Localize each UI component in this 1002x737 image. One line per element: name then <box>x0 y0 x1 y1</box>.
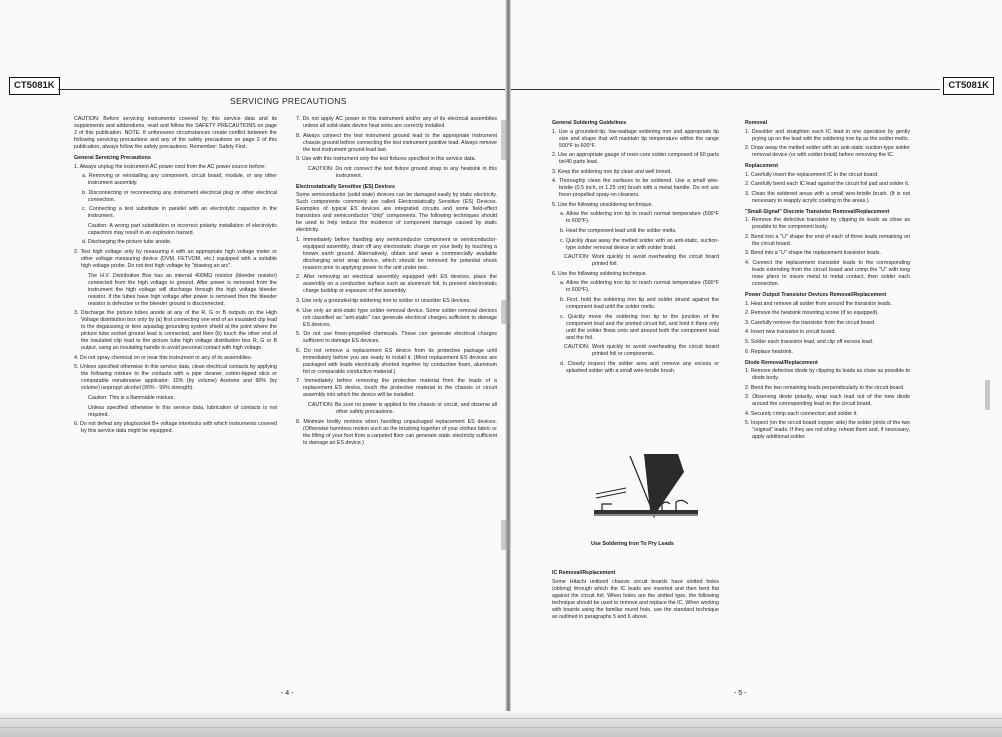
text-paragraph: 2. Bend the two remaining leads perpendicularly to the circuit board. <box>745 384 905 391</box>
circuit-board-icon <box>594 510 698 514</box>
gutter-speck <box>501 300 509 324</box>
page-number-right: - 5 - <box>734 690 747 697</box>
column-servicing-general <box>74 116 277 438</box>
text-paragraph: a. Allow the soldering iron tip to reach normal temperature (500°F to 600°F). <box>560 280 719 294</box>
column-es-devices <box>296 116 497 449</box>
text-paragraph: 1. Remove defective diode by clipping its leads as close as possible to diode body. <box>745 368 910 382</box>
book-gutter <box>505 0 511 737</box>
text-paragraph: d. Discharging the picture tube anode. <box>82 239 172 246</box>
text-paragraph: 4. Insert new transistor in circuit board. <box>745 329 836 336</box>
soldering-iron-figure <box>592 452 700 530</box>
text-paragraph: 2. Use an appropriate gauge of resin-core solder composed of 60 parts tin/40 parts lead. <box>552 152 719 166</box>
circuit-foil-icon <box>594 514 698 516</box>
text-paragraph: The H.V. Distribution Box has an internal 400MΩ resistor (bleeder resistor) connected from the high voltage to ground. After power is removed from the instrument the high voltage will discharge through the high voltage bleeder resistor. If the tubes have high voltage after power is removed then the bleeder resistor is defective or the bleeder ground is disconnected. <box>88 272 277 307</box>
text-paragraph: 1. Heat and remove all solder from around the transistor leads. <box>745 300 892 307</box>
text-paragraph: b. Disconnecting or reconnecting any instrument electrical plug or other electrical connection. <box>82 189 277 203</box>
text-paragraph: 8. Minimize bodily motions when handling unpackaged replacement ES devices. (Otherwise harmless motion such as the brushing together of your clothes fabric or the lifting of your foot from a carpeted floor can generate static electricity sufficient to damage an ES device.) <box>296 418 497 446</box>
text-paragraph: CAUTION: Before servicing instruments covered by this service data and its supplements and addendums, read and follow the SAFETY PRECAUTIONS on page 2 of this publication. NOTE: If unforeseen circumstances create conflict between the following servicing precautions and any of the safety precautions on page 2 of this publication, always follow the safety precautions. Remember: Safety First. <box>74 116 277 150</box>
scan-margin-mark <box>985 380 990 410</box>
text-paragraph: 2. Draw away the melted solder with an anti-static suction-type solder removal device (or with solder braid) before removing the IC. <box>745 145 910 159</box>
column-soldering-guidelines <box>552 116 719 377</box>
text-paragraph: a. Removing or reinstalling any component, circuit board, module, or any other instrument assembly. <box>82 173 277 187</box>
text-paragraph: 3. Observing diode polarity, wrap each lead out of the new diode around the corresponding lead on the circuit board. <box>745 394 910 408</box>
text-paragraph: Caution: This is a flammable mixture. <box>88 395 176 402</box>
text-paragraph: 8. Always connect the test instrument ground lead to the appropriate instrument chassis ground before connecting the test instrument positive lead. Always remove the test instrument ground lead last. <box>296 132 497 153</box>
header-rule-right <box>511 89 940 90</box>
gutter-speck <box>501 120 509 160</box>
text-paragraph: 1. Immediately before handling any semiconductor component or semiconductor-equipped assembly, drain off any electrostatic charge on your body by touching a known earth ground. Alternatively, obtain and wear a commercially available discharging wrist strap device, which should be removed for potential shock reasons prior to applying power to the unit under test. <box>296 236 497 271</box>
text-paragraph: 7. Do not apply AC power to this instrument and/or any of its electrical assemblies unless all solid-state device heat sinks are correctly installed. <box>296 116 497 129</box>
section-heading: General Soldering Guidelines <box>552 120 627 126</box>
figure-caption: Use Soldering Iron To Pry Leads <box>591 541 674 547</box>
text-paragraph: 1. Remove the defective transistor by clipping its leads as close as possible to the component body. <box>745 217 910 231</box>
text-paragraph: CAUTION: Do not connect the test fixture ground strap to any heatsink in this instrument. <box>308 165 497 179</box>
text-paragraph: 2. Carefully bend each IC lead against the circuit foil pad and solder it. <box>745 181 910 188</box>
text-paragraph: 3. Carefully remove the transistor from the circuit board. <box>745 319 876 326</box>
section-heading: General Servicing Precautions <box>74 155 151 161</box>
section-heading: "Small-Signal" Discrete Transistor Removal/Replacement <box>745 208 890 215</box>
text-paragraph: 2. After removing an electrical assembly equipped with ES devices, place the assembly on a conductive surface such as aluminum foil, to prevent electrostatic charge buildup or exposure of the assembly. <box>296 274 497 295</box>
scan-edge-band <box>0 711 1002 737</box>
text-paragraph: 6. Replace heatsink. <box>745 348 793 355</box>
text-paragraph: 6. Use the following soldering technique. <box>552 270 648 277</box>
column-removal-replacement <box>745 116 910 444</box>
text-paragraph: d. Closely inspect the solder area and remove any excess or splashed solder with a small wire-bristle brush. <box>560 360 719 374</box>
text-paragraph: b. Heat the component lead until the solder melts. <box>560 228 677 235</box>
text-paragraph: 4. Do not spray chemical on or near this instrument or any of its assemblies. <box>74 354 253 361</box>
text-paragraph: 2. Bend into a "U" shape the end of each of three leads remaining on the circuit board. <box>745 233 910 247</box>
text-paragraph: 3. Discharge the picture tubes anode at any of the R, G or B outputs on the High Voltage distribution box only by (a) first connecting one end of an insulated clip lead to the degaussing or kine aquadag grounding system shield at the point where the picture tube socket ground lead is connected, and then (b) touch the other end of the insulated clip lead to the picture tube high voltage distribution box R, G or B output, using an insulating handle to avoid personal contact with high voltage. <box>74 310 277 352</box>
page-number-left: - 4 - <box>281 690 294 697</box>
text-paragraph: 6. Do not defeat any plug/socket B+ voltage interlocks with which instruments covered by this service data might be equipped. <box>74 421 277 435</box>
text-paragraph: 1. Use a grounded-tip, low-wattage soldering iron and appropriate tip size and shape that will maintain tip temperature within the range 500°F to 600°F. <box>552 128 719 149</box>
text-paragraph: 4. Securely crimp each connection and solder it. <box>745 410 858 417</box>
text-paragraph: 1. Desolder and straighten each IC lead in one operation by gently prying up on the lead with the soldering iron tip as the solder melts. <box>745 128 910 142</box>
text-paragraph: CAUTION: Be sure no power is applied to the chassis or circuit, and observe all other safety precautions. <box>308 402 497 416</box>
text-paragraph: 2. Test high voltage only by measuring it with an appropriate high voltage meter or other voltage measuring device (DVM, FETVOM, etc.) equipped with a suitable high voltage probe. Do not test high voltage by "drawing an arc". <box>74 249 277 270</box>
text-paragraph: 9. Use with this instrument only the test fixtures specified in this service data. <box>296 156 476 163</box>
text-paragraph: Caution: A wrong part substitution or incorrect polarity installation of electrolytic capacitors may result in an explosion hazard. <box>88 222 277 236</box>
text-paragraph: Unless specified otherwise in this service data, lubrication of contacts is not required. <box>88 404 277 418</box>
section-heading: Power Output Transistor Devices Removal/Replacement <box>745 292 887 299</box>
text-paragraph: 5. Use the following unsoldering technique. <box>552 201 654 208</box>
section-heading: Electrostatically Sensitive (ES) Devices <box>296 183 395 190</box>
text-paragraph: c. Connecting a test substitute in parallel with an electrolytic capacitor in the instrument. <box>82 206 277 220</box>
section-heading: Removal <box>745 120 768 126</box>
text-paragraph: 3. Use only a grounded-tip soldering iron to solder or unsolder ES devices. <box>296 298 471 305</box>
section-heading: Replacement <box>745 163 778 170</box>
text-paragraph: Some Hitachi unitized chassis circuit boards have slotted holes (oblong) through which the IC leads are inserted and then bent flat against the circuit foil. When holes are the slotted type, the following technique should be used to remove and replace the IC. When working with boards using the familiar round hole, use the standard technique as outlined in paragraphs 5 and 6 above. <box>552 578 719 620</box>
text-paragraph: 6. Do not remove a replacement ES device from its protective package until immediately before you are ready to install it. (Most replacement ES devices are packaged with leads electrically shorted together by conductive foam, aluminum foil or comparable conductive material.) <box>296 347 497 375</box>
text-paragraph: 4. Thoroughly clean the surfaces to be soldered. Use a small wire-bristle (0.5 inch, or 1.25 cm) brush with a metal handle. Do not use freon-propelled spray-on cleaners. <box>552 178 719 199</box>
text-paragraph: Some semiconductor (solid state) devices can be damaged easily by static electricity. Such components commonly are called Electrostatically Sensitive (ES) Devices. Examples of typical ES devices are integrated circuits and some field-effect transistors and semiconductor "chip" components. The following techniques should be used to help reduce the incidence of component damage caused by static electricity. <box>296 192 497 234</box>
text-paragraph: 5. Inspect (on the circuit board copper side) the solder joints of the two "original" leads. If they are not shiny, reheat them and, if necessary, apply additional solder. <box>745 420 910 441</box>
text-paragraph: 5. Unless specified otherwise in this service data, clean electrical contacts by applying the following mixture to the contacts with a pipe cleaner, cotton-tipped stick or comparable nonabrasive applicator: 10% (by volume) Acetone and 90% (by volume) isopropyl alcohol (90% - 99% strength). <box>74 364 277 392</box>
text-paragraph: CAUTION: Work quickly to avoid overheating the circuit board printed foil. <box>564 254 719 268</box>
text-paragraph: 4. Connect the replacement transistor leads to the corresponding leads extending from the circuit board and crimp the "U" with long nose pliers to insure metal to metal contact, then solder each connection. <box>745 260 910 288</box>
text-paragraph: c. Quickly move the soldering iron tip to the junction of the component lead and the printed circuit foil, and hold it there only until the solder flows onto and around both the component lead and the foil. <box>560 313 719 341</box>
gutter-speck <box>501 520 509 550</box>
column-ic-removal <box>552 566 719 623</box>
scan-line <box>0 727 1002 728</box>
text-paragraph: 1. Always unplug the instrument AC power cord from the AC power source before: <box>74 163 266 170</box>
text-paragraph: 5. Solder each transistor lead, and clip off excess lead. <box>745 338 874 345</box>
text-paragraph: 3. Clean the soldered areas with a small wire-bristle brush. (It is not necessary to reapply acrylic coating to the areas.) <box>745 190 910 204</box>
section-heading: Diode Removal/Replacement <box>745 359 818 366</box>
section-title: SERVICING PRECAUTIONS <box>230 96 347 106</box>
text-paragraph: a. Allow the soldering iron tip to reach normal temperature (500°F to 600°F). <box>560 211 719 225</box>
text-paragraph: 4. Use only an anti-static type solder removal device. Some solder removal devices not classified as "anti-static" can generate electrical charges sufficient to damage ES devices. <box>296 307 497 328</box>
text-paragraph: CAUTION: Work quickly to avoid overheating the circuit board printed foil or components. <box>564 344 719 358</box>
text-paragraph: 7. Immediately before removing the protective material from the leads of a replacement ES device, touch the protective material to the chassis or circuit assembly into which the device will be installed. <box>296 378 497 399</box>
section-heading: IC Removal/Replacement <box>552 570 616 576</box>
model-badge-right: CT5081K <box>943 77 994 95</box>
text-paragraph: 3. Bend into a "U" shape the replacement transistor leads. <box>745 250 881 257</box>
text-paragraph: 3. Keep the soldering iron tip clean and well tinned. <box>552 168 672 175</box>
text-paragraph: 5. Do not use freon-propelled chemicals. These can generate electrical charges sufficient to damage ES devices. <box>296 331 497 345</box>
scan-line <box>0 718 1002 719</box>
text-paragraph: b. First, hold the soldering iron tip and solder strand against the component lead until the solder melts. <box>560 297 719 311</box>
header-rule-left <box>58 89 505 90</box>
model-badge-left: CT5081K <box>9 77 60 95</box>
text-paragraph: 1. Carefully insert the replacement IC in the circuit board. <box>745 171 879 178</box>
text-paragraph: 2. Remove the heatsink mounting screw (if so equipped). <box>745 310 879 317</box>
text-paragraph: c. Quickly draw away the melted solder with an anti-static, suction-type solder removal device or with solder braid. <box>560 237 719 251</box>
